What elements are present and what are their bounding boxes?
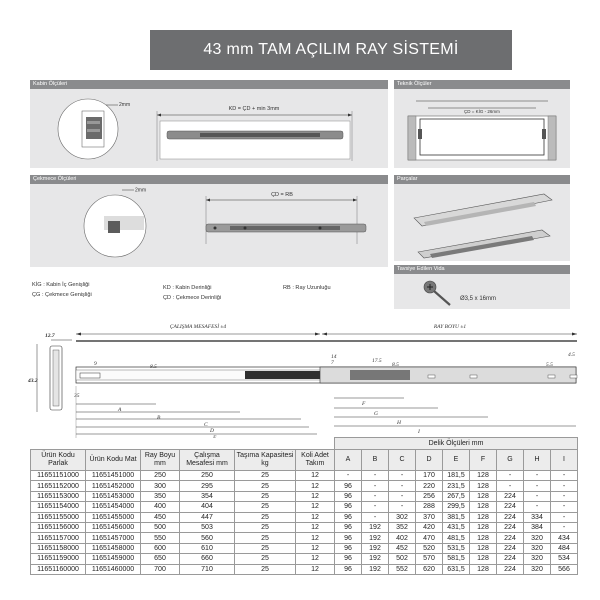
table-cell: 192 bbox=[362, 522, 389, 532]
table-cell: 552 bbox=[389, 564, 416, 574]
cekmece-panel bbox=[30, 175, 388, 267]
parcalar-drawing bbox=[394, 184, 570, 261]
table-cell: 11651453000 bbox=[86, 491, 141, 501]
table-cell: 25 bbox=[235, 512, 296, 522]
table-cell: 25 bbox=[235, 502, 296, 512]
table-cell: 531,5 bbox=[443, 543, 470, 553]
table-cell: 631,5 bbox=[443, 564, 470, 574]
table-cell: 128 bbox=[470, 512, 497, 522]
table-cell: 350 bbox=[141, 491, 180, 501]
screw-icon bbox=[418, 275, 458, 309]
table-cell: 96 bbox=[335, 543, 362, 553]
column-header: Taşıma Kapasitesi kg bbox=[235, 450, 296, 471]
table-cell: 420 bbox=[416, 522, 443, 532]
table-cell: - bbox=[551, 522, 578, 532]
table-cell: 11651155000 bbox=[31, 512, 86, 522]
teknik-panel-title: Teknik Ölçüler bbox=[394, 80, 570, 89]
table-cell: 570 bbox=[416, 554, 443, 564]
parcalar-panel bbox=[394, 175, 570, 261]
cekmece-main-dim: ÇD = RB bbox=[271, 192, 293, 198]
rail-technical-drawing bbox=[20, 320, 580, 440]
table-cell: 96 bbox=[335, 554, 362, 564]
table-row bbox=[31, 502, 578, 512]
teknik-panel bbox=[394, 80, 570, 168]
vida-panel bbox=[394, 265, 570, 309]
table-cell: - bbox=[362, 471, 389, 481]
profile-width-label: 12.7 bbox=[45, 333, 55, 339]
table-cell: 560 bbox=[180, 533, 235, 543]
table-cell: 267,5 bbox=[443, 491, 470, 501]
legend-rb: RB : Ray Uzunluğu bbox=[283, 285, 331, 291]
table-cell: - bbox=[389, 502, 416, 512]
table-cell: 12 bbox=[296, 471, 335, 481]
table-cell: 484 bbox=[551, 543, 578, 553]
table-cell: - bbox=[551, 471, 578, 481]
table-cell: - bbox=[524, 491, 551, 501]
cekmece-small-dim: 2mm bbox=[135, 187, 147, 194]
table-cell: 481,5 bbox=[443, 533, 470, 543]
table-row bbox=[31, 471, 578, 481]
table-cell: - bbox=[551, 481, 578, 491]
table-cell: 710 bbox=[180, 564, 235, 574]
table-cell: 181,5 bbox=[443, 471, 470, 481]
table-cell: - bbox=[362, 502, 389, 512]
table-cell: 11651459000 bbox=[86, 554, 141, 564]
table-cell: 128 bbox=[470, 564, 497, 574]
table-cell: 128 bbox=[470, 543, 497, 553]
table-cell: 431,5 bbox=[443, 522, 470, 532]
table-cell: 354 bbox=[180, 491, 235, 501]
table-cell: - bbox=[362, 512, 389, 522]
table-cell: 520 bbox=[416, 543, 443, 553]
table-cell: 299,5 bbox=[443, 502, 470, 512]
table-cell: 450 bbox=[141, 512, 180, 522]
table-cell: 224 bbox=[497, 502, 524, 512]
table-cell: 500 bbox=[141, 522, 180, 532]
table-cell: - bbox=[551, 512, 578, 522]
table-cell: 400 bbox=[141, 502, 180, 512]
kabin-panel-title: Kabin Ölçüleri bbox=[30, 80, 388, 89]
column-header-row bbox=[31, 450, 578, 471]
table-cell: 11651452000 bbox=[86, 481, 141, 491]
table-cell: - bbox=[497, 471, 524, 481]
table-row bbox=[31, 564, 578, 574]
table-cell: 25 bbox=[235, 564, 296, 574]
table-cell: 11651151000 bbox=[31, 471, 86, 481]
parcalar-panel-title: Parçalar bbox=[394, 175, 570, 184]
table-cell: 25 bbox=[235, 522, 296, 532]
column-header: Ürün Kodu Mat bbox=[86, 450, 141, 471]
table-cell: 12 bbox=[296, 543, 335, 553]
table-cell: 11651457000 bbox=[86, 533, 141, 543]
table-cell: 224 bbox=[497, 564, 524, 574]
table-cell: 170 bbox=[416, 471, 443, 481]
table-cell: 370 bbox=[416, 512, 443, 522]
table-cell: - bbox=[362, 491, 389, 501]
column-header: I bbox=[551, 450, 578, 471]
table-cell: - bbox=[551, 502, 578, 512]
table-row bbox=[31, 512, 578, 522]
ray-boyu-label: RAY BOYU ±1 bbox=[433, 324, 467, 330]
table-cell: 25 bbox=[235, 533, 296, 543]
table-cell: 128 bbox=[470, 491, 497, 501]
calisma-mesafesi-label: ÇALIŞMA MESAFESİ ±4 bbox=[169, 324, 227, 330]
table-cell: 381,5 bbox=[443, 512, 470, 522]
table-row bbox=[31, 522, 578, 532]
table-cell: 192 bbox=[362, 564, 389, 574]
dim-9: 9 bbox=[94, 361, 97, 367]
table-cell: 250 bbox=[141, 471, 180, 481]
table-cell: 434 bbox=[551, 533, 578, 543]
table-cell: 128 bbox=[470, 502, 497, 512]
table-cell: 404 bbox=[180, 502, 235, 512]
table-cell: 503 bbox=[180, 522, 235, 532]
dim-letter-i: I bbox=[418, 429, 420, 435]
kabin-panel bbox=[30, 80, 388, 168]
dim-letter-b: B bbox=[157, 415, 161, 421]
legend-cd: ÇD : Çekmece Derinliği bbox=[163, 295, 222, 301]
dim-letter-d: D bbox=[210, 428, 214, 434]
cekmece-drawing bbox=[30, 184, 388, 267]
legend-cg: ÇG : Çekmece Genişliği bbox=[32, 292, 92, 298]
table-cell: 192 bbox=[362, 543, 389, 553]
column-header: B bbox=[362, 450, 389, 471]
column-header: D bbox=[416, 450, 443, 471]
table-cell: 25 bbox=[235, 491, 296, 501]
table-cell: 12 bbox=[296, 522, 335, 532]
table-cell: - bbox=[362, 481, 389, 491]
table-cell: 610 bbox=[180, 543, 235, 553]
teknik-drawing bbox=[394, 89, 570, 168]
dim-7: 7 bbox=[331, 360, 334, 366]
table-cell: 320 bbox=[524, 554, 551, 564]
column-header: Ürün Kodu Parlak bbox=[31, 450, 86, 471]
table-cell: 581,5 bbox=[443, 554, 470, 564]
table-cell: 11651455000 bbox=[86, 512, 141, 522]
kabin-main-dim: KD = ÇD + min 3mm bbox=[228, 106, 280, 112]
table-cell: 320 bbox=[524, 564, 551, 574]
table-cell: 402 bbox=[389, 533, 416, 543]
table-cell: 224 bbox=[497, 543, 524, 553]
dim-letter-g: G bbox=[374, 411, 378, 417]
table-cell: 447 bbox=[180, 512, 235, 522]
table-cell: 224 bbox=[497, 512, 524, 522]
dim-5-5: 5.5 bbox=[546, 362, 553, 368]
table-cell: 700 bbox=[141, 564, 180, 574]
table-cell: 566 bbox=[551, 564, 578, 574]
table-cell: 288 bbox=[416, 502, 443, 512]
table-cell: 12 bbox=[296, 481, 335, 491]
table-cell: 11651158000 bbox=[31, 543, 86, 553]
table-cell: 128 bbox=[470, 471, 497, 481]
table-cell: 224 bbox=[497, 491, 524, 501]
table-cell: 11651152000 bbox=[31, 481, 86, 491]
table-cell: 96 bbox=[335, 481, 362, 491]
delik-header: Delik Ölçüleri mm bbox=[335, 438, 578, 450]
table-cell: 295 bbox=[180, 481, 235, 491]
table-cell: 534 bbox=[551, 554, 578, 564]
vida-panel-title: Tavsiye Edilen Vida bbox=[394, 265, 570, 274]
table-cell: 660 bbox=[180, 554, 235, 564]
table-cell: 96 bbox=[335, 564, 362, 574]
table-cell: - bbox=[389, 471, 416, 481]
table-cell: 25 bbox=[235, 543, 296, 553]
dim-14: 14 bbox=[331, 354, 337, 360]
table-cell: 12 bbox=[296, 533, 335, 543]
table-cell: 12 bbox=[296, 491, 335, 501]
table-cell: 96 bbox=[335, 502, 362, 512]
table-cell: 12 bbox=[296, 554, 335, 564]
table-cell: 128 bbox=[470, 481, 497, 491]
table-cell: - bbox=[389, 481, 416, 491]
table-cell: 650 bbox=[141, 554, 180, 564]
kabin-small-dim: 2mm bbox=[119, 102, 131, 108]
table-cell: - bbox=[497, 481, 524, 491]
legend-kig: KİG : Kabin İç Genişliği bbox=[32, 282, 90, 288]
kabin-drawing bbox=[30, 89, 388, 168]
table-cell: 128 bbox=[470, 533, 497, 543]
table-cell: 250 bbox=[180, 471, 235, 481]
table-cell: 11651454000 bbox=[86, 502, 141, 512]
table-cell: 550 bbox=[141, 533, 180, 543]
column-header: C bbox=[389, 450, 416, 471]
table-cell: 128 bbox=[470, 554, 497, 564]
table-cell: 96 bbox=[335, 522, 362, 532]
table-cell: - bbox=[524, 502, 551, 512]
table-cell: 12 bbox=[296, 564, 335, 574]
dim-8-5-right: 8.5 bbox=[392, 362, 399, 368]
dim-letter-c: C bbox=[204, 422, 208, 428]
dim-17-5: 17.5 bbox=[372, 358, 382, 364]
table-cell: - bbox=[551, 491, 578, 501]
table-cell: 25 bbox=[235, 481, 296, 491]
dim-letter-h: H bbox=[397, 420, 401, 426]
cekmece-panel-title: Çekmece Ölçüleri bbox=[30, 175, 388, 184]
table-cell: 256 bbox=[416, 491, 443, 501]
table-cell: 352 bbox=[389, 522, 416, 532]
table-cell: 300 bbox=[141, 481, 180, 491]
table-cell: 25 bbox=[235, 554, 296, 564]
table-cell: 600 bbox=[141, 543, 180, 553]
table-cell: - bbox=[389, 491, 416, 501]
table-cell: 96 bbox=[335, 512, 362, 522]
table-cell: 224 bbox=[497, 522, 524, 532]
table-row bbox=[31, 533, 578, 543]
table-cell: 192 bbox=[362, 533, 389, 543]
table-cell: 220 bbox=[416, 481, 443, 491]
table-cell: 470 bbox=[416, 533, 443, 543]
table-cell: 12 bbox=[296, 512, 335, 522]
column-header: F bbox=[470, 450, 497, 471]
teknik-main-dim: ÇD = KİG - 26mm bbox=[464, 109, 500, 114]
column-header: A bbox=[335, 450, 362, 471]
table-cell: 224 bbox=[497, 554, 524, 564]
table-cell: 502 bbox=[389, 554, 416, 564]
page-title: 43 mm TAM AÇILIM RAY SİSTEMİ bbox=[150, 30, 512, 70]
table-cell: 11651458000 bbox=[86, 543, 141, 553]
table-row bbox=[31, 491, 578, 501]
table-cell: 11651456000 bbox=[86, 522, 141, 532]
column-header: Çalışma Mesafesi mm bbox=[180, 450, 235, 471]
spec-table bbox=[30, 437, 578, 575]
table-cell: 334 bbox=[524, 512, 551, 522]
table-cell: 11651160000 bbox=[31, 564, 86, 574]
column-header: G bbox=[497, 450, 524, 471]
table-cell: 320 bbox=[524, 533, 551, 543]
table-cell: 11651460000 bbox=[86, 564, 141, 574]
profile-height-label: 43.2 bbox=[28, 378, 38, 384]
table-cell: 96 bbox=[335, 491, 362, 501]
spec-table-body bbox=[31, 471, 578, 575]
table-cell: 320 bbox=[524, 543, 551, 553]
table-cell: 384 bbox=[524, 522, 551, 532]
table-cell: 302 bbox=[389, 512, 416, 522]
legend-kd: KD : Kabin Derinliği bbox=[163, 285, 212, 291]
dim-8-5-left: 8.5 bbox=[150, 364, 157, 370]
column-header: Koli Adet Takım bbox=[296, 450, 335, 471]
table-cell: - bbox=[524, 481, 551, 491]
table-row bbox=[31, 554, 578, 564]
table-cell: 25 bbox=[235, 471, 296, 481]
table-row bbox=[31, 543, 578, 553]
dim-4-5: 4.5 bbox=[568, 352, 575, 358]
column-header: Ray Boyu mm bbox=[141, 450, 180, 471]
column-header: E bbox=[443, 450, 470, 471]
dim-letter-f: F bbox=[362, 401, 366, 407]
table-cell: - bbox=[335, 471, 362, 481]
dim-letter-a: A bbox=[118, 407, 122, 413]
table-cell: 12 bbox=[296, 502, 335, 512]
table-cell: 192 bbox=[362, 554, 389, 564]
table-cell: 11651159000 bbox=[31, 554, 86, 564]
table-cell: 11651157000 bbox=[31, 533, 86, 543]
table-cell: 452 bbox=[389, 543, 416, 553]
table-cell: 11651156000 bbox=[31, 522, 86, 532]
table-cell: 96 bbox=[335, 533, 362, 543]
screw-label: Ø3,5 x 16mm bbox=[460, 296, 497, 302]
table-cell: 224 bbox=[497, 533, 524, 543]
table-cell: 128 bbox=[470, 522, 497, 532]
table-cell: 11651153000 bbox=[31, 491, 86, 501]
table-cell: - bbox=[524, 471, 551, 481]
table-cell: 620 bbox=[416, 564, 443, 574]
table-cell: 11651154000 bbox=[31, 502, 86, 512]
column-header: H bbox=[524, 450, 551, 471]
table-cell: 231,5 bbox=[443, 481, 470, 491]
table-row bbox=[31, 481, 578, 491]
dim-35: 35 bbox=[74, 393, 80, 399]
table-cell: 11651451000 bbox=[86, 471, 141, 481]
